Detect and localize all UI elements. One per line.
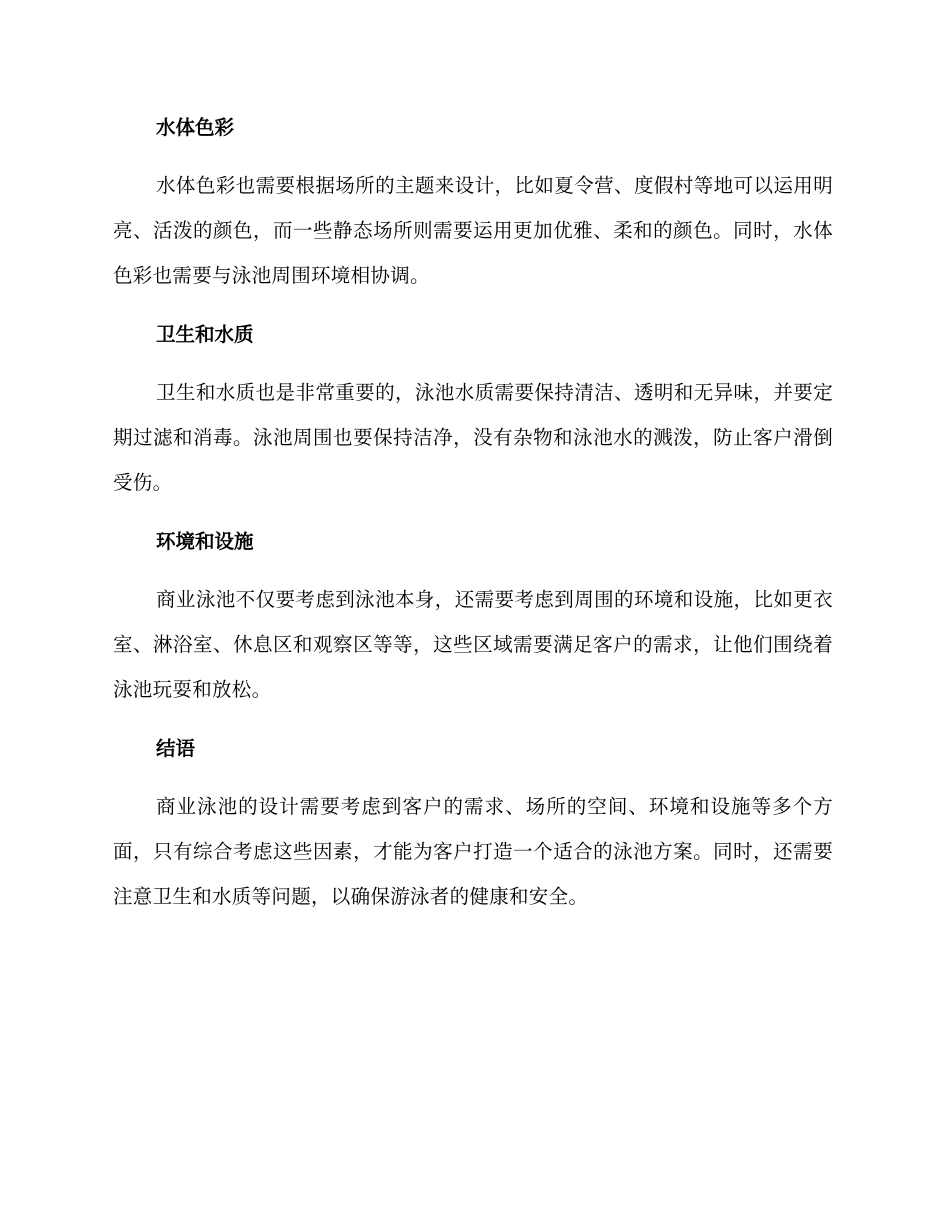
section-paragraph: 卫生和水质也是非常重要的，泳池水质需要保持清洁、透明和无异味，并要定期过滤和消毒。泳池周围也要保持洁净，没有杂物和泳池水的溅泼，防止客户滑倒受伤。	[113, 381, 833, 494]
section-paragraph: 商业泳池不仅要考虑到泳池本身，还需要考虑到周围的环境和设施，比如更衣室、淋浴室、休息区和观察区等等，这些区域需要满足客户的需求，让他们围绕着泳池玩耍和放松。	[113, 588, 833, 701]
section-conclusion	[113, 729, 833, 919]
section-heading: 结语	[156, 737, 196, 760]
section-heading: 卫生和水质	[156, 323, 254, 346]
section-hygiene-water-quality	[113, 315, 833, 522]
section-heading: 环境和设施	[156, 530, 254, 553]
document-page	[113, 108, 833, 919]
section-water-color	[113, 108, 833, 315]
section-paragraph: 水体色彩也需要根据场所的主题来设计，比如夏令营、度假村等地可以运用明亮、活泼的颜色，而一些静态场所则需要运用更加优雅、柔和的颜色。同时，水体色彩也需要与泳池周围环境相协调。	[113, 174, 833, 287]
section-environment-facilities	[113, 522, 833, 729]
section-paragraph: 商业泳池的设计需要考虑到客户的需求、场所的空间、环境和设施等多个方面，只有综合考虑这些因素，才能为客户打造一个适合的泳池方案。同时，还需要注意卫生和水质等问题，以确保游泳者的健康和安全。	[113, 795, 833, 908]
section-heading: 水体色彩	[156, 116, 235, 139]
